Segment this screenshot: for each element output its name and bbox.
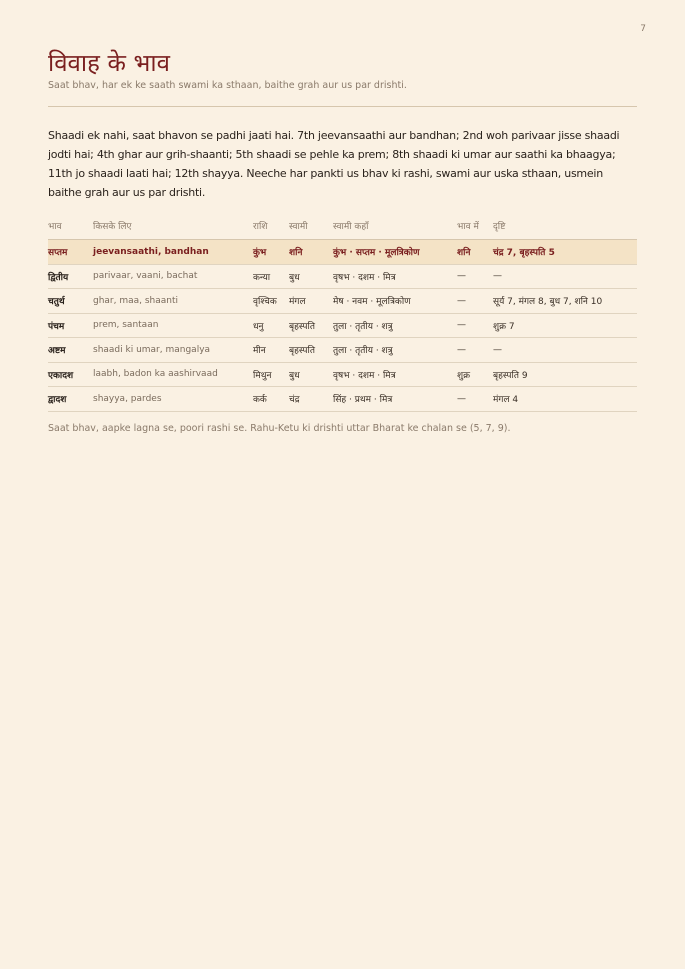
cell-bhav-mein: शुक्र bbox=[457, 362, 493, 387]
header-drishti: दृष्टि bbox=[493, 213, 637, 240]
page-content bbox=[48, 0, 637, 434]
cell-rashi: मिथुन bbox=[253, 362, 289, 387]
header-bhav-mein: भाव में bbox=[457, 213, 493, 240]
cell-swami-kahan: मेष · नवम · मूलत्रिकोण bbox=[333, 289, 457, 314]
cell-bhav: एकादश bbox=[48, 362, 93, 387]
cell-bhav-mein: — bbox=[457, 289, 493, 314]
footnote: Saat bhav, aapke lagna se, poori rashi se. Rahu-Ketu ki drishti uttar Bharat ke chalan se (5, 7, 9). bbox=[48, 422, 511, 434]
cell-drishti: सूर्य 7, मंगल 8, बुध 7, शनि 10 bbox=[493, 289, 637, 314]
table-row bbox=[48, 338, 637, 363]
page-title: विवाह के भाव bbox=[48, 49, 170, 77]
cell-swami-kahan: वृषभ · दशम · मित्र bbox=[333, 264, 457, 289]
table-row bbox=[48, 289, 637, 314]
cell-drishti: चंद्र 7, बृहस्पति 5 bbox=[493, 240, 637, 265]
header-swami: स्वामी bbox=[289, 213, 333, 240]
cell-swami: बुध bbox=[289, 264, 333, 289]
page-number: 7 bbox=[640, 24, 646, 34]
cell-bhav: पंचम bbox=[48, 313, 93, 338]
cell-rashi: कुंभ bbox=[253, 240, 289, 265]
cell-bhav-mein: — bbox=[457, 313, 493, 338]
cell-kiske-liye: laabh, badon ka aashirvaad bbox=[93, 362, 253, 387]
cell-drishti: — bbox=[493, 338, 637, 363]
cell-rashi: कन्या bbox=[253, 264, 289, 289]
cell-drishti: शुक्र 7 bbox=[493, 313, 637, 338]
intro-paragraph: Shaadi ek nahi, saat bhavon se padhi jaati hai. 7th jeevansaathi aur bandhan; 2nd woh parivaar jisse shaadi jodti hai; 4th ghar aur grih-shaanti; 5th shaadi se pehle ka prem; 8th shaadi ki umar aur saathi ka bhaagya; 11th jo shaadi laati hai; 12th shayya. Neeche har pankti us bhav ki rashi, swami aur uska sthaan, usmein baithe grah aur us par drishti. bbox=[48, 129, 620, 199]
header-swami-kahan: स्वामी कहाँ bbox=[333, 213, 457, 240]
cell-swami-kahan: सिंह · प्रथम · मित्र bbox=[333, 387, 457, 412]
cell-kiske-liye: prem, santaan bbox=[93, 313, 253, 338]
cell-bhav-mein: — bbox=[457, 338, 493, 363]
table-header-row bbox=[48, 213, 637, 240]
cell-bhav: द्वितीय bbox=[48, 264, 93, 289]
table-row bbox=[48, 240, 637, 265]
cell-swami: बृहस्पति bbox=[289, 313, 333, 338]
cell-swami: बृहस्पति bbox=[289, 338, 333, 363]
cell-swami-kahan: वृषभ · दशम · मित्र bbox=[333, 362, 457, 387]
cell-swami: बुध bbox=[289, 362, 333, 387]
cell-bhav: अष्टम bbox=[48, 338, 93, 363]
cell-kiske-liye: parivaar, vaani, bachat bbox=[93, 264, 253, 289]
cell-kiske-liye: ghar, maa, shaanti bbox=[93, 289, 253, 314]
cell-bhav-mein: — bbox=[457, 264, 493, 289]
cell-bhav: सप्तम bbox=[48, 240, 93, 265]
cell-swami: शनि bbox=[289, 240, 333, 265]
cell-swami-kahan: तुला · तृतीय · शत्रु bbox=[333, 313, 457, 338]
cell-bhav: चतुर्थ bbox=[48, 289, 93, 314]
table-row bbox=[48, 264, 637, 289]
cell-swami: चंद्र bbox=[289, 387, 333, 412]
cell-bhav: द्वादश bbox=[48, 387, 93, 412]
cell-rashi: कर्क bbox=[253, 387, 289, 412]
table-row bbox=[48, 313, 637, 338]
table-row bbox=[48, 362, 637, 387]
header-rashi: राशि bbox=[253, 213, 289, 240]
cell-kiske-liye: shaadi ki umar, mangalya bbox=[93, 338, 253, 363]
page-subtitle: Saat bhav, har ek ke saath swami ka sthaan, baithe grah aur us par drishti. bbox=[48, 80, 407, 91]
cell-drishti: मंगल 4 bbox=[493, 387, 637, 412]
cell-swami: मंगल bbox=[289, 289, 333, 314]
bhav-table bbox=[48, 213, 637, 412]
cell-drishti: — bbox=[493, 264, 637, 289]
table-row bbox=[48, 387, 637, 412]
divider bbox=[48, 106, 637, 107]
cell-swami-kahan: तुला · तृतीय · शत्रु bbox=[333, 338, 457, 363]
cell-kiske-liye: shayya, pardes bbox=[93, 387, 253, 412]
cell-swami-kahan: कुंभ · सप्तम · मूलत्रिकोण bbox=[333, 240, 457, 265]
cell-bhav-mein: — bbox=[457, 387, 493, 412]
cell-bhav-mein: शनि bbox=[457, 240, 493, 265]
header-kiske-liye: किसके लिए bbox=[93, 213, 253, 240]
cell-rashi: मीन bbox=[253, 338, 289, 363]
cell-drishti: बृहस्पति 9 bbox=[493, 362, 637, 387]
cell-rashi: धनु bbox=[253, 313, 289, 338]
cell-kiske-liye: jeevansaathi, bandhan bbox=[93, 240, 253, 265]
header-bhav: भाव bbox=[48, 213, 93, 240]
cell-rashi: वृश्चिक bbox=[253, 289, 289, 314]
